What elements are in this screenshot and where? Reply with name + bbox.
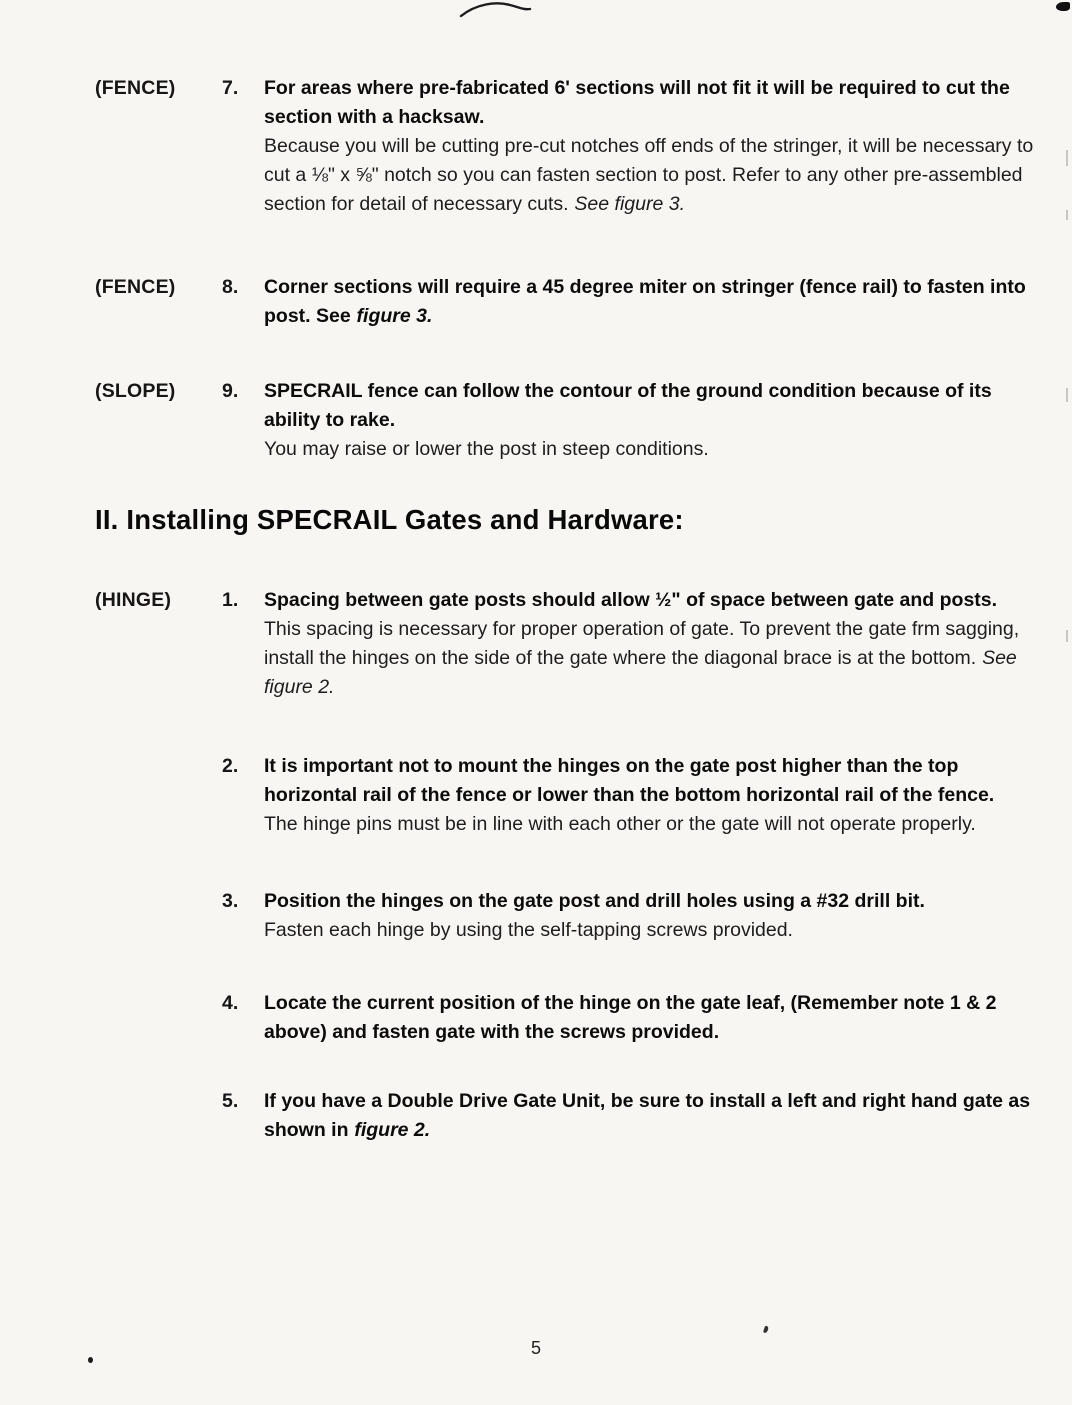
- instruction-item-slope-9: [0, 377, 1072, 464]
- item-number: 7.: [222, 77, 239, 99]
- item-number: 1.: [222, 589, 239, 611]
- item-figure-ref: figure 2.: [354, 1119, 431, 1141]
- item-number: 3.: [222, 890, 239, 912]
- item-body-text: [264, 916, 1042, 945]
- item-figure-ref: figure 3.: [356, 305, 433, 327]
- item-body-run: Fasten each hinge by using the self-tapping screws provided.: [264, 919, 793, 941]
- scan-speck: [763, 1326, 769, 1334]
- instruction-item-fence-7: [0, 74, 1072, 219]
- instruction-item-hinge-1: [0, 586, 1072, 702]
- item-body-run: This spacing is necessary for proper operation of gate. To prevent the gate frm sagging, install the hinges on the side of the gate where the diagonal brace is at the bottom.: [264, 618, 1020, 669]
- item-body-run: You may raise or lower the post in steep conditions.: [264, 438, 709, 460]
- item-label: (FENCE): [95, 276, 176, 298]
- instruction-item-hinge-5: [0, 1087, 1072, 1145]
- section-heading: II. Installing SPECRAIL Gates and Hardware:: [95, 504, 684, 535]
- instruction-item-hinge-2: [0, 752, 1072, 839]
- scan-dot: [88, 1357, 93, 1363]
- item-content: [264, 1087, 1042, 1145]
- item-heading-text: [264, 273, 1042, 331]
- item-heading-run: Spacing between gate posts should allow ½" of space between gate and posts.: [264, 589, 998, 611]
- item-content: [264, 752, 1042, 839]
- item-label: (FENCE): [95, 77, 176, 99]
- item-body-text: [264, 132, 1042, 219]
- item-number: 2.: [222, 755, 239, 777]
- item-heading-run: SPECRAIL fence can follow the contour of the ground condition because of its ability to rake.: [264, 380, 992, 431]
- item-figure-ref: See figure 2.: [264, 647, 1017, 698]
- item-figure-ref: See figure 3.: [574, 193, 685, 215]
- item-label: (HINGE): [95, 589, 172, 611]
- item-heading-text: [264, 74, 1042, 132]
- item-heading-run: If you have a Double Drive Gate Unit, be sure to install a left and right hand gate as shown in: [264, 1090, 1031, 1141]
- item-heading-text: [264, 887, 1042, 916]
- item-body-run: Because you will be cutting pre-cut notches off ends of the stringer, it will be necessary to cut a ⅛" x ⅝" notch so you can fasten section to post. Refer to any other pre-assembled section for detail of necessary cuts.: [264, 135, 1034, 215]
- item-heading-text: [264, 377, 1042, 435]
- item-body-text: [264, 615, 1042, 702]
- item-body-run: The hinge pins must be in line with each other or the gate will not operate properly.: [264, 813, 976, 835]
- item-content: [264, 989, 1042, 1047]
- item-heading-text: [264, 586, 1042, 615]
- item-heading-run: Corner sections will require a 45 degree miter on stringer (fence rail) to fasten into post. See: [264, 276, 1026, 327]
- item-heading-run: Position the hinges on the gate post and drill holes using a #32 drill bit.: [264, 890, 925, 912]
- instruction-item-hinge-3: [0, 887, 1072, 945]
- item-heading-run: For areas where pre-fabricated 6' sections will not fit it will be required to cut the section with a hacksaw.: [264, 77, 1010, 128]
- item-number: 5.: [222, 1090, 239, 1112]
- page-number: 5: [530, 1338, 542, 1358]
- item-body-text: [264, 435, 1042, 464]
- item-heading-text: [264, 752, 1042, 810]
- item-content: [264, 377, 1042, 464]
- item-number: 4.: [222, 992, 239, 1014]
- item-number: 8.: [222, 276, 239, 298]
- instruction-item-fence-8: [0, 273, 1072, 331]
- item-content: [264, 74, 1042, 219]
- item-heading-run: Locate the current position of the hinge on the gate leaf, (Remember note 1 & 2 above) and fasten gate with the screws provided.: [264, 992, 997, 1043]
- item-body-text: [264, 810, 1042, 839]
- instruction-item-hinge-4: [0, 989, 1072, 1047]
- item-number: 9.: [222, 380, 239, 402]
- item-heading-text: [264, 1087, 1042, 1145]
- item-label: (SLOPE): [95, 380, 176, 402]
- item-content: [264, 273, 1042, 331]
- item-heading-run: It is important not to mount the hinges on the gate post higher than the top horizontal rail of the fence or lower than the bottom horizontal rail of the fence.: [264, 755, 995, 806]
- scan-scratch-mark: [458, 0, 534, 22]
- item-heading-text: [264, 989, 1042, 1047]
- item-content: [264, 586, 1042, 702]
- scan-corner-blot: [1056, 2, 1070, 11]
- item-content: [264, 887, 1042, 945]
